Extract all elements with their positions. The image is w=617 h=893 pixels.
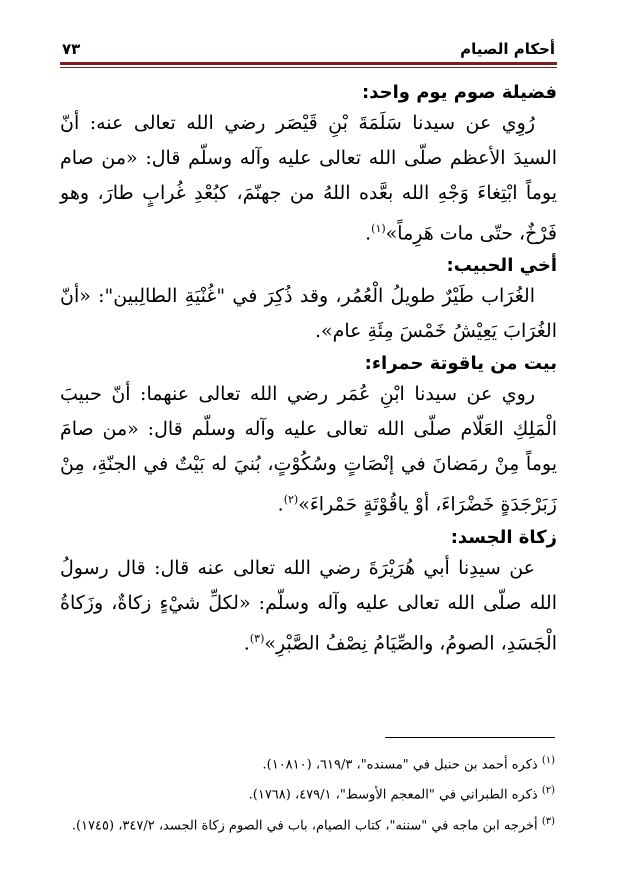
section-heading: فضيلة صوم يوم واحد: [362,82,557,103]
footnote [60,778,555,808]
paragraph-text: عن سيدِنا أبي هُرَيْرَةَ رضي الله تعالى عنه قال: قال رسولُ الله صلّى الله تعالى عليه وآله وسلّم: «لكلِّ شيْءٍ زكاةٌ، وزَكاةُ الْجَسَدِ، الصومُ، والصِّيَامُ نِصْفُ الصَّبْرِ» [60,556,557,654]
footnote [60,809,555,839]
footnotes [60,748,555,839]
paragraph-end: . [277,493,284,516]
footnote-text: أخرجه ابن ماجه في "سننه"، كتاب الصيام، باب في الصوم زكاة الجسد، ٣٤٧/٢، (١٧٤٥). [71,817,538,833]
footnote-text: ذكره الطبراني في "المعجم الأوسط"، ٤٧٩/١، (١٧٦٨). [248,787,538,803]
paragraph-text: روي عن سيدنا ابْنِ عُمَر رضي الله تعالى عنهما: أنّ حبيبَ الْمَلِكِ العَلّام صلّى الله تعالى عليه وآله وسلّم قال: «من صامَ يوماً مِنْ رمَضانَ في إنْصَاتٍ وسُكُوْتٍ، بُنيَ له بَيْتٌ في الجنّةِ، مِنْ زَبَرْجَدَةٍ خَضْرَاءَ، أوْ ياقُوْتَةٍ حَمْراءَ» [60,383,557,516]
footnote-mark: (٢) [541,785,555,797]
page-number: ٧٣ [62,40,81,58]
page-header [62,34,555,58]
footnote [60,748,555,778]
paragraph-end: . [243,631,250,654]
section-paragraph [60,551,557,661]
footnote-reference: (١) [371,222,386,235]
section-heading: أخي الحبيب: [446,255,557,277]
section-paragraph [60,279,557,349]
running-title: أحكام الصيام [460,40,555,58]
footnote-reference: (٢) [283,493,299,507]
footnote-text: ذكره أحمد بن حنبل في "مسنده"، ٦١٩/٣، (١٠٨١٠). [262,757,538,773]
main-text [60,80,557,663]
footnote-separator [385,737,555,738]
footnote-mark: (٣) [541,815,555,827]
section-heading: بيت من ياقوتة حمراء: [364,353,557,375]
header-rule-thin [60,67,557,68]
footnote-mark: (١) [541,755,555,766]
section-paragraph [60,106,557,251]
header-rule-thick [60,62,557,65]
paragraph-text: الغُرَاب طَيْرٌ طويلُ الْعُمُر، وقد ذُكِرَ في "غُنْيَةِ الطالِبين": «أنّ الغُرَابَ يَعِيْشُ خَمْسَ مِئَةِ عام». [60,285,557,343]
paragraph-end: . [365,222,372,245]
footnote-reference: (٣) [249,631,265,645]
section-paragraph [60,377,557,522]
section-heading: زكاة الجسد: [450,526,557,548]
paragraph-text: رُوِي عن سيدنا سَلَمَةَ بْنِ قَيْصَر رضي الله تعالى عنه: أنّ السيدَ الأعظم صلّى الله تعالى عليه وآله وسلّم قال: «من صام يوماً ابْتِغاءَ وَجْهِ الله بعَّده اللهُ من جهنّمَ، كبُعْدِ غُرابٍ طارَ، وهو فَرْخٌ، حتّى مات هَرِماً» [60,112,557,245]
